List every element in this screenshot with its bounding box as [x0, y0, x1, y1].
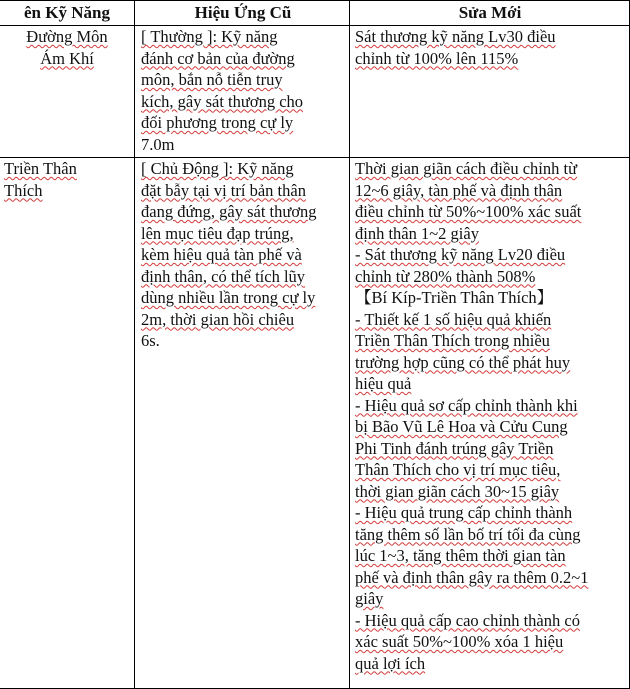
skill-name-line: Thích	[4, 180, 43, 200]
new-fix-line: hiệu quả	[355, 374, 412, 393]
new-fix-line: xác suất 50%~100% xóa 1 hiệu	[355, 632, 564, 651]
new-fix-line: Sát thương kỹ năng Lv30 điều	[355, 27, 556, 46]
header-old-effect: Hiệu Ứng Cũ	[135, 1, 350, 25]
skill-name-cell	[0, 26, 135, 157]
new-fix-line: - Hiệu quả trung cấp chỉnh thành	[355, 503, 573, 522]
new-fix-line: Thời gian giãn cách điều chỉnh từ	[355, 159, 578, 178]
new-fix-line: giây	[355, 589, 384, 608]
new-fix-line: - Hiệu quả cấp cao chỉnh thành có	[355, 610, 580, 630]
old-effect-line: kèm hiệu quả tàn phế và	[141, 245, 302, 264]
new-fix-line: điều chỉnh từ 50%~100% xác suất	[355, 202, 582, 221]
new-fix-line: 12~6 giây, tàn phế và định thân	[355, 180, 563, 200]
new-fix-line: chỉnh từ 280% thành 508%	[355, 266, 536, 286]
new-fix-line: Phi Tinh đánh trúng gây Triền	[355, 438, 554, 458]
skill-name-cell	[0, 158, 135, 688]
old-effect-line: dùng nhiều lần trong cự ly	[141, 288, 316, 307]
skill-name-line: Ám Khí	[40, 48, 94, 68]
new-fix-line: định thân 1~2 giây	[355, 223, 479, 243]
new-fix-line: quả lợi ích	[355, 653, 426, 673]
new-fix-line: thời gian giãn cách 30~15 giây	[355, 481, 560, 501]
skill-name-line: Đường Môn	[26, 27, 108, 46]
new-fix-line: tăng thêm số lần bố trí tối đa cùng	[355, 524, 581, 544]
new-fix-line: - Thiết kế 1 số hiệu quả khiến	[355, 309, 552, 329]
old-effect-line: đặt bẫy tại vị trí bản thân	[141, 180, 306, 200]
new-fix-line: chỉnh từ 100% lên 115%	[355, 48, 519, 68]
old-effect-line: đang đứng, gây sát thương	[141, 202, 317, 221]
table-row	[0, 158, 630, 689]
header-row	[0, 0, 630, 26]
old-effect-line: [ Thường ]: Kỹ năng	[141, 27, 278, 46]
old-effect-cell	[135, 158, 350, 688]
old-effect-line: môn, bắn nỗ tiễn truy	[141, 70, 283, 89]
new-fix-line: - Hiệu quả sơ cấp chỉnh thành khi	[355, 395, 578, 415]
old-effect-line: 6s.	[141, 331, 160, 350]
new-fix-line: phế và định thân gây ra thêm 0.2~1	[355, 567, 589, 587]
old-effect-line: đối phương trong cự ly	[141, 113, 294, 132]
new-fix-line: trường hợp cũng có thể phát huy	[355, 352, 571, 372]
new-fix-line: Triền Thân Thích trong nhiều	[355, 331, 550, 350]
new-fix-line: - Sát thương kỹ năng Lv20 điều	[355, 245, 566, 264]
header-new-fix: Sửa Mới	[350, 1, 630, 25]
header-skill-name: ên Kỹ Năng	[0, 1, 135, 25]
old-effect-line: 2m, thời gian hồi chiêu	[141, 309, 295, 329]
new-fix-line: 【Bí Kíp-Triền Thân Thích】	[355, 288, 554, 307]
new-fix-cell	[350, 26, 630, 157]
old-effect-cell	[135, 26, 350, 157]
new-fix-cell	[350, 158, 630, 688]
new-fix-line: Thân Thích cho vị trí mục tiêu,	[355, 460, 561, 479]
old-effect-line: 7.0m	[141, 134, 175, 154]
old-effect-line: đánh cơ bản của đường	[141, 48, 295, 68]
table-row	[0, 26, 630, 158]
new-fix-line: lúc 1~3, tăng thêm thời gian tàn	[355, 546, 566, 565]
old-effect-line: kích, gây sát thương cho	[141, 91, 304, 111]
old-effect-line: [ Chủ Động ]: Kỹ năng	[141, 159, 294, 178]
old-effect-line: lên mục tiêu đạp trúng,	[141, 223, 294, 243]
new-fix-line: bị Bão Vũ Lê Hoa và Cửu Cung	[355, 417, 568, 436]
old-effect-line: định thân, có thể tích lũy	[141, 266, 306, 286]
skill-name-line: Triền Thân	[4, 159, 77, 178]
